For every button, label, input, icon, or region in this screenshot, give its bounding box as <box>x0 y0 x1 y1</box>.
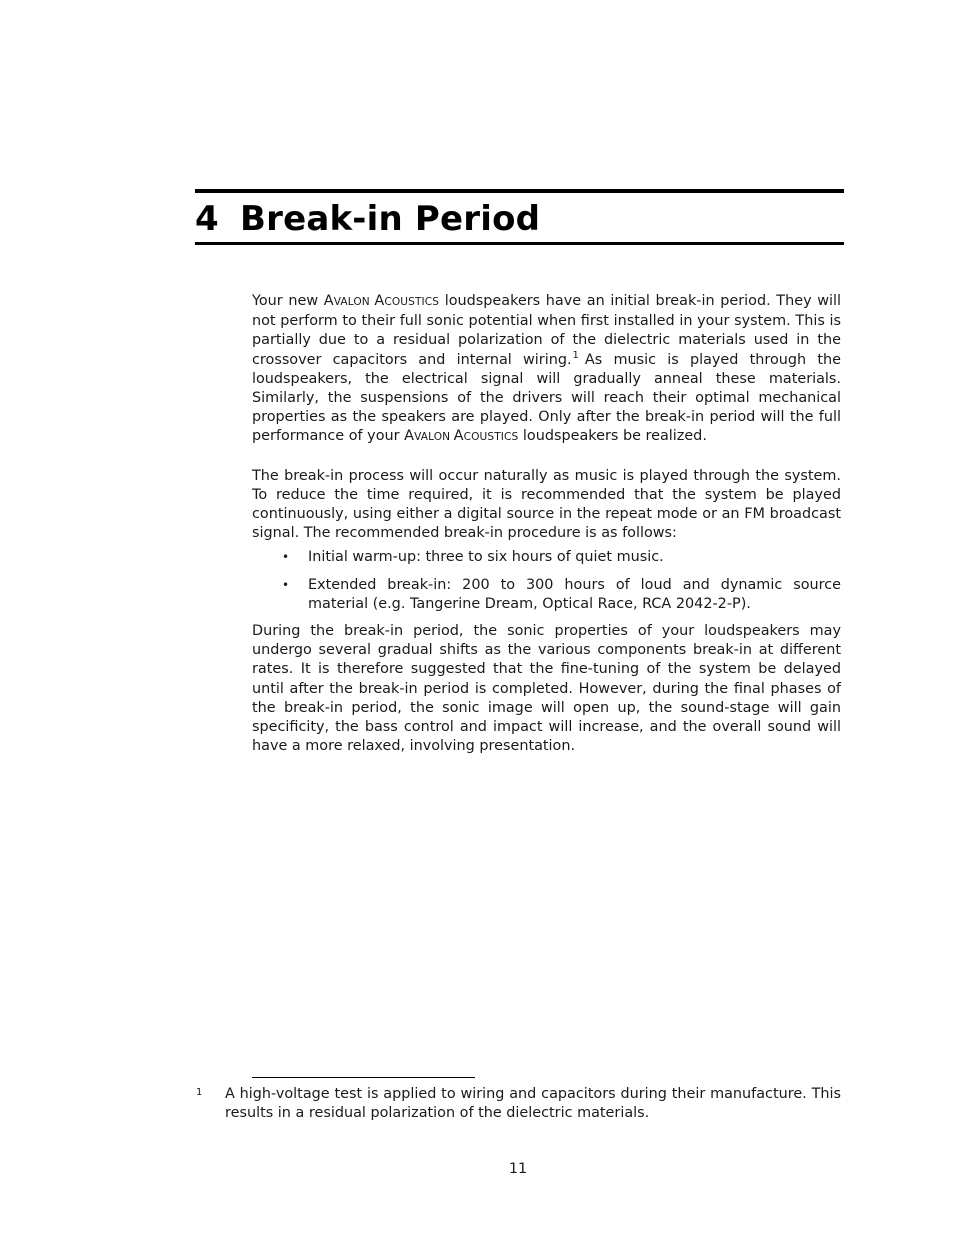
procedure-list <box>252 548 841 614</box>
intro-text-3: As music is played through the loudspeakers, the electrical signal will gradually anneal these materials. Similarly, the suspensions of the drivers will reach their optimal mechanical properties as the speakers are played. Only after the break-in period will the full performance of your <box>252 351 841 445</box>
paragraph-procedure: The break-in process will occur naturally as music is played through the system. To reduce the time required, it is recommended that the system be played continuously, using either a digital source in the repeat mode or an FM broadcast signal. The recommended break-in procedure is as follows: <box>252 467 841 542</box>
paragraph-shifts: During the break-in period, the sonic properties of your loudspeakers may undergo several gradual shifts as the various components break-in at different rates. It is therefore suggested that the fine-tuning of the system be delayed until after the break-in period is completed. However, during the final phases of the break-in period, the sonic image will open up, the sound-stage will gain specificity, the bass control and impact will increase, and the overall sound will have a more relaxed, involving presentation. <box>252 623 841 755</box>
brand-a-cap: A <box>323 293 334 309</box>
footnote-mark: 1 <box>196 1087 203 1098</box>
chapter-title <box>195 199 540 239</box>
intro-text-4: loudspeakers be realized. <box>518 428 707 445</box>
chapter-title-text: Break-in Period <box>240 199 541 239</box>
intro-text-2: loudspeakers have an initial break-in period. They will not perform to their full sonic potential when first installed in your system. This is partially due to a residual polarization of the dielectric materials used in the crossover capacitors and internal wiring. <box>252 293 842 368</box>
footnote-divider <box>252 1077 475 1078</box>
brand-a-cap-2: A <box>404 428 415 445</box>
brand-b-rest: COUSTICS <box>384 296 440 308</box>
bullet-icon: • <box>282 577 290 592</box>
brand-a-rest: VALON <box>333 296 370 308</box>
list-item <box>252 576 841 614</box>
intro-text-1: Your new <box>252 293 324 309</box>
footnote-text: A high-voltage test is applied to wiring and capacitors during their manufacture. This results in a residual polarization of the dielectric materials. <box>225 1086 841 1121</box>
list-item <box>252 548 841 567</box>
footnote <box>196 1085 841 1123</box>
footnote-reference[interactable]: 1 <box>572 349 579 361</box>
brand-b-cap: A <box>374 293 385 309</box>
brand-b-rest-2: COUSTICS <box>463 431 519 444</box>
list-item-text: Initial warm-up: three to six hours of quiet music. <box>308 549 664 566</box>
body-text <box>252 292 841 756</box>
brand-b-cap-2: A <box>453 428 464 445</box>
list-item-text: Extended break-in: 200 to 300 hours of loud and dynamic source material (e.g. Tangerine Dream, Optical Race, RCA 2042-2-P). <box>308 576 841 612</box>
brand-name <box>323 293 440 309</box>
chapter-header <box>195 189 844 245</box>
page-number: 11 <box>508 1161 528 1177</box>
brand-a-rest-2: VALON <box>414 431 451 444</box>
brand-name-2 <box>404 428 519 445</box>
paragraph-intro <box>252 292 841 448</box>
chapter-number: 4 <box>195 199 219 239</box>
bullet-icon: • <box>282 550 290 565</box>
